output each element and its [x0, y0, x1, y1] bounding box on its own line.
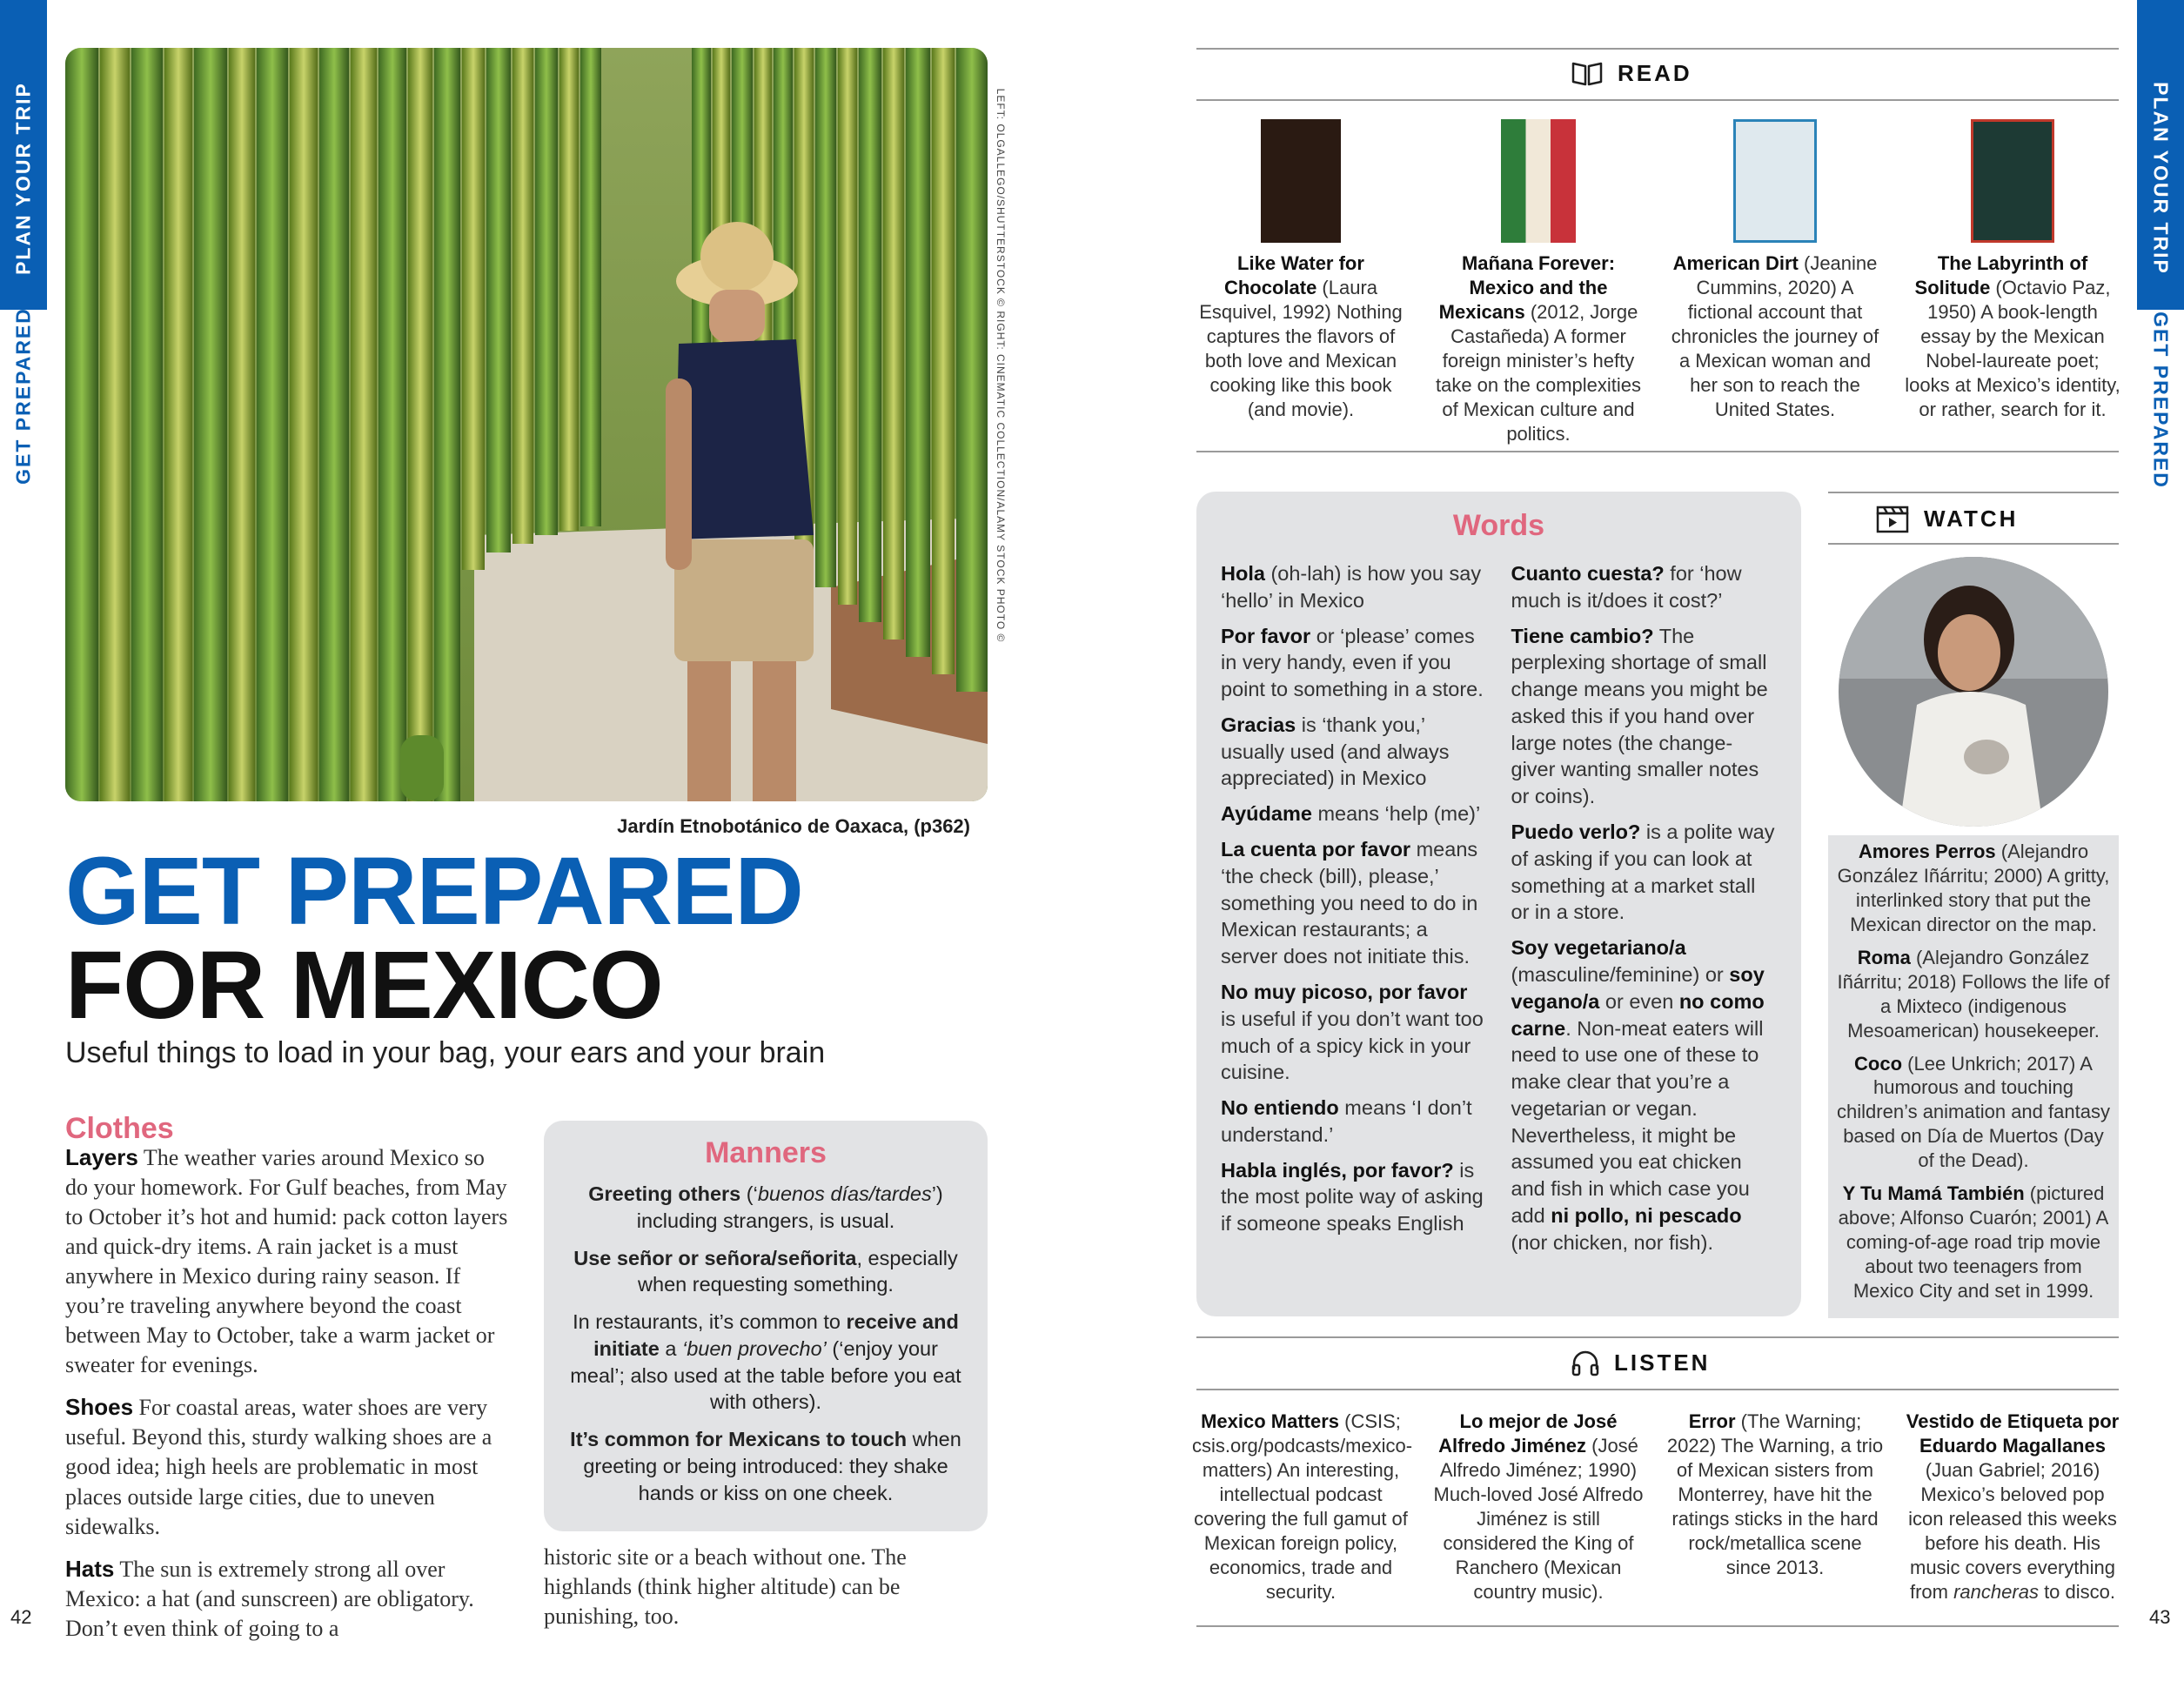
book-icon: [1571, 59, 1604, 87]
divider: [1196, 48, 2119, 50]
film-item: Amores Perros (Alejandro González Iñárritu; 2000) A gritty, interlinked story that put the Mexican director on the map.: [1837, 840, 2110, 935]
divider: [1196, 1336, 2119, 1338]
book-item: Mañana Forever: Mexico and the Mexicans (2012, Jorge Castañeda) A former foreign minister’s hefty take on the complexities of Mexican culture and politics.: [1430, 119, 1647, 446]
film-clapper-icon: [1875, 504, 1910, 533]
listen-item: Lo mejor de José Alfredo Jiménez (José Alfredo Jiménez; 1990) Much-loved José Alfredo Jiménez is still considered the King of Ranchero (Mexican country music).: [1433, 1410, 1644, 1603]
divider: [1828, 543, 2119, 545]
side-tab-right-sublabel: GET PREPARED: [2149, 311, 2173, 489]
headphones-icon: [1571, 1349, 1600, 1376]
listen-item: Vestido de Etiqueta por Eduardo Magallanes (Juan Gabriel; 2016) Mexico’s beloved pop icon released this weeks before his death. His music covers everything from rancheras to disco.: [1906, 1410, 2120, 1603]
phrase-item: Puedo verlo? is a polite way of asking if you can look at something at a market stall or in a store.: [1511, 820, 1775, 924]
book-item: American Dirt (Jeanine Cummins, 2020) A fictional account that chronicles the journey of a Mexican woman and her son to reach the United States.: [1666, 119, 1884, 422]
book-cover: [1733, 119, 1817, 243]
phrase-item: Gracias is ‘thank you,’ usually used (and always appreciated) in Mexico: [1221, 713, 1450, 790]
manners-title: Manners: [705, 1136, 827, 1169]
listen-item: Error (The Warning; 2022) The Warning, a trio of Mexican sisters from Monterrey, have hit the ratings sticks in the hard rock/metallica scene since 2013.: [1666, 1410, 1884, 1578]
divider: [1196, 99, 2119, 101]
film-item: Coco (Lee Unkrich; 2017) A humorous and touching children’s animation and fantasy based on Día de Muertos (Day of the Dead).: [1837, 1052, 2110, 1172]
clothes-item: Hats The sun is extremely strong all over Mexico: a hat (and sunscreen) are obligatory. Don’t even think of going to a: [65, 1555, 474, 1641]
listen-item: Mexico Matters (CSIS; csis.org/podcasts/mexico-matters) An interesting, intellectual podcast covering the full gamut of Mexican foreign policy, economics, trade and security.: [1192, 1410, 1413, 1603]
book-item: The Labyrinth of Solitude (Octavio Paz, 1950) A book-length essay by the Mexican Nobel-laureate poet; looks at Mexico’s identity, or rather, search for it.: [1904, 119, 2121, 422]
phrase-item: Ayúdame means ‘help (me)’: [1221, 802, 1481, 826]
listen-title: LISTEN: [1614, 1349, 1711, 1376]
phrase-item: Por favor or ‘please’ comes in very handy, even if you point to something in a store.: [1221, 624, 1484, 701]
words-box: [1196, 492, 1801, 1316]
film-still-photo: [1839, 557, 2108, 827]
phrase-item: Cuanto cuesta? for ‘how much is it/does it cost?’: [1511, 562, 1742, 612]
watch-title: WATCH: [1924, 505, 2019, 532]
manners-item: It’s common for Mexicans to touch when greeting or being introduced: they shake hands or kiss on one cheek.: [570, 1428, 961, 1504]
words-title: Words: [1452, 509, 1545, 542]
divider: [1196, 451, 2119, 452]
watch-list: [1828, 840, 2119, 1312]
phrase-item: No muy picoso, por favor is useful if you don’t want too much of a spicy kick in your cuisine.: [1221, 980, 1484, 1084]
book-item: Like Water for Chocolate (Laura Esquivel, 1992) Nothing captures the flavors of both love and Mexican cooking like this book (and movie).: [1192, 119, 1410, 422]
side-tab-right-label: PLAN YOUR TRIP: [2149, 82, 2173, 275]
side-tab-left-label: PLAN YOUR TRIP: [11, 82, 35, 275]
divider: [1196, 1625, 2119, 1627]
clothes-item: Shoes For coastal areas, water shoes are very useful. Beyond this, sturdy walking shoes are a good idea; high heels are problematic in most places outside large cities, due to uneven sidewalks.: [65, 1394, 492, 1539]
photo-caption: Jardín Etnobotánico de Oaxaca, (p362): [617, 815, 970, 837]
divider: [1196, 1389, 2119, 1390]
phrase-item: Habla inglés, por favor? is the most polite way of asking if someone speaks English: [1221, 1158, 1484, 1236]
phrase-item: La cuenta por favor means ‘the check (bill), please,’ something you need to do in Mexican restaurants; a server does not initiate this.: [1221, 838, 1478, 968]
cactus-garden-photo: [65, 48, 988, 801]
book-cover: [1261, 119, 1341, 243]
read-header: [1571, 59, 1692, 87]
phrase-item: Hola (oh-lah) is how you say ‘hello’ in Mexico: [1221, 562, 1482, 612]
listen-header: [1571, 1349, 1710, 1376]
manners-item: In restaurants, it’s common to receive and initiate a ‘buen provecho’ (‘enjoy your meal’; also used at the table before you eat with others).: [570, 1310, 961, 1414]
film-item: Roma (Alejandro González Iñárritu; 2018) Follows the life of a Mixteco (indigenous Mesoamerican) housekeeper.: [1837, 946, 2110, 1041]
book-cover: [1501, 119, 1576, 243]
clothes-section: [65, 1112, 509, 1644]
page-number-right: 43: [2149, 1606, 2171, 1628]
headline-line1: GET PREPARED: [65, 838, 803, 945]
page-number-left: 42: [10, 1606, 32, 1628]
headline-subtitle: Useful things to load in your bag, your ears and your brain: [65, 1036, 826, 1069]
clothes-title: Clothes: [65, 1112, 174, 1145]
words-column: [1511, 560, 1778, 1265]
clothes-item: Layers The weather varies around Mexico so do your homework. For Gulf beaches, from May to October it’s hot and humid: pack cotton layers and quick-dry items. A rain jacket is a must anywhere in Mexico during rainy season. If you’re traveling anywhere beyond the coast between May to October, take a warm jacket or sweater for evenings.: [65, 1144, 508, 1378]
clothes-continued-text: historic site or a beach without one. The highlands (think higher altitude) can be punishing, too.: [544, 1544, 907, 1630]
photo-credit: LEFT: OLGALLEGO/SHUTTERSTOCK © RIGHT: CINEMATIC COLLECTION/ALAMY STOCK PHOTO ©: [995, 88, 1007, 643]
side-tab-left-sublabel: GET PREPARED: [11, 307, 35, 485]
phrase-item: Soy vegetariano/a (masculine/feminine) or soy vegano/a or even no como carne. Non-meat eaters will need to use one of these to make clear that you’re a vegetarian or vegan. Nevertheless, it might be assumed you eat chicken and fish in which case you add ni pollo, ni pescado (nor chicken, nor fish).: [1511, 936, 1765, 1254]
manners-item: Greeting others (‘buenos días/tardes’) including strangers, is usual.: [588, 1182, 943, 1232]
phrase-item: No entiendo means ‘I don’t understand.’: [1221, 1096, 1472, 1146]
read-title: READ: [1618, 59, 1692, 86]
phrase-item: Tiene cambio? The perplexing shortage of small change means you might be asked this if you hand over large notes (the change-giver wanting smaller notes or coins).: [1511, 624, 1768, 808]
headline-line2: FOR MEXICO: [65, 932, 663, 1039]
book-cover: [1971, 119, 2054, 243]
manners-item: Use señor or señora/señorita, especially when requesting something.: [573, 1246, 958, 1296]
words-column: [1221, 560, 1487, 1265]
divider: [1828, 492, 2119, 493]
manners-box: [544, 1121, 988, 1531]
watch-header: [1875, 504, 2018, 533]
film-item: Y Tu Mamá También (pictured above; Alfonso Cuarón; 2001) A coming-of-age road trip movie about two teenagers from Mexico City and set in 1999.: [1838, 1182, 2109, 1302]
